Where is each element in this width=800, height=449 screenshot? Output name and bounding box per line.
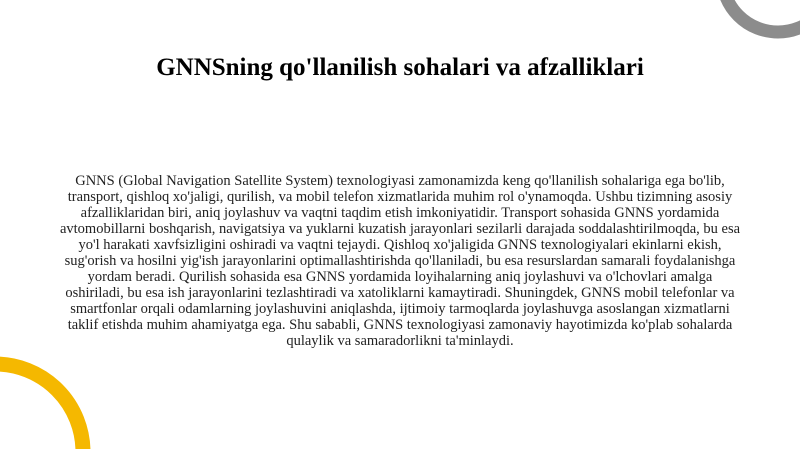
slide-title: GNNSning qo'llanilish sohalari va afzalliklari <box>156 54 644 81</box>
gray-ring-arc-icon <box>722 0 800 32</box>
yellow-ring-arc-icon <box>0 364 83 449</box>
slide-body-text: GNNS (Global Navigation Satellite System) texnologiyasi zamonamizda keng qo'llanilish sohalariga ega bo'lib, transport, qishloq xo'jaligi, qurilish, va mobil telefon xizmatlarida muhim rol o'ynamoqda. Ushbu tizimning asosiy afzalliklaridan biri, aniq joylashuv va vaqtni taqdim etish imkoniyatidir. Transport sohasida GNNS yordamida avtomobillarni boshqarish, navigatsiya va yuklarni kuzatish jarayonlari sezilarli darajada soddalashtirilmoqda, bu esa yo'l harakati xavfsizligini oshiradi va vaqtni tejaydi. Qishloq xo'jaligida GNNS texnologiyalari ekinlarni ekish, sug'orish va hosilni yig'ish jarayonlarini optimallashtirishda qo'llaniladi, bu esa resurslardan samarali foydalanishga yordam beradi. Qurilish sohasida esa GNNS yordamida loyihalarning aniq joylashuvi va o'lchovlari amalga oshiriladi, bu esa ish jarayonlarini tezlashtiradi va xatoliklarni kamaytiradi. Shuningdek, GNNS mobil telefonlar va smartfonlar orqali odamlarning joylashuvini aniqlashda, ijtimoiy tarmoqlarda joylashuvga asoslangan xizmatlarni taklif etishda muhim ahamiyatga ega. Shu sababli, GNNS texnologiyasi zamonaviy hayotimizda ko'plab sohalarda qulaylik va samaradorlikni ta'minlaydi. <box>59 173 741 349</box>
